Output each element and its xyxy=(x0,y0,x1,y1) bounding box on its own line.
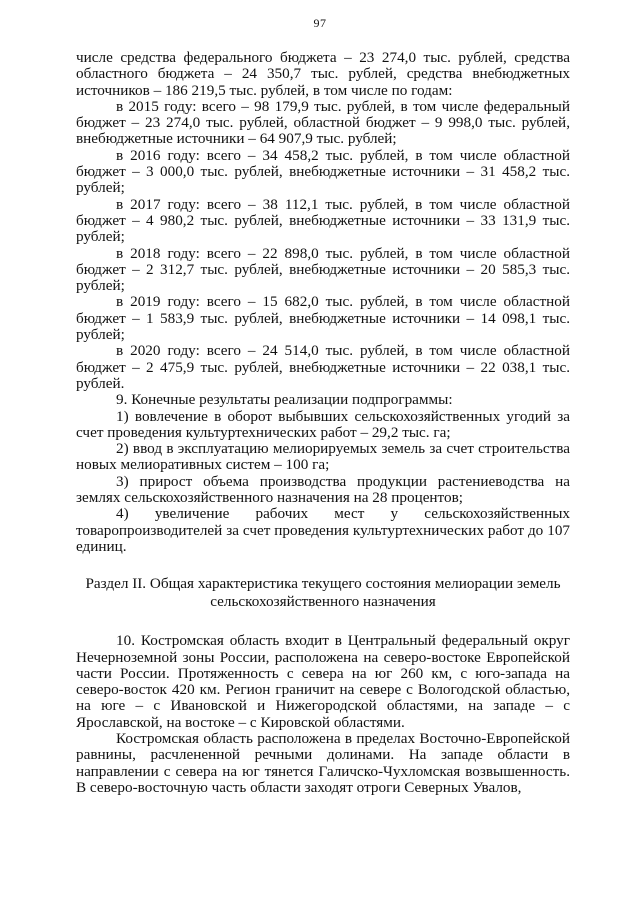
paragraph-2017: в 2017 году: всего – 38 112,1 тыс. рублей, в том числе областной бюджет – 4 980,2 тыс. рублей, внебюджетные источники – 33 131,9 тыс. рублей; xyxy=(76,195,570,246)
document-body xyxy=(76,50,570,796)
paragraph: 10. Костромская область входит в Центральный федеральный округ Нечерноземной зоны России, расположена на северо-востоке Европейской части России. Протяженность с севера на юг 260 км, с юго-запада на северо-восток 420 км. Регион граничит на севере с Вологодской областью, на юге – с Ивановской и Нижегородской областями, на западе – с Ярославской, на востоке – с Кировской областями. xyxy=(76,632,570,731)
paragraph-2018: в 2018 году: всего – 22 898,0 тыс. рублей, в том числе областной бюджет – 2 312,7 тыс. рублей, внебюджетные источники – 20 585,3 тыс. рублей; xyxy=(76,244,570,295)
page-number: 97 xyxy=(313,16,327,30)
paragraph-results-intro: 9. Конечные результаты реализации подпрограммы: xyxy=(116,391,453,409)
paragraph-2019: в 2019 году: всего – 15 682,0 тыс. рублей, в том числе областной бюджет – 1 583,9 тыс. рублей, внебюджетные источники – 14 098,1 тыс. рублей; xyxy=(76,293,570,344)
list-item: 4) увеличение рабочих мест у сельскохозяйственных товаропроизводителей за счет проведения культуртехнических работ до 107 единиц. xyxy=(76,505,570,555)
list-item: 2) ввод в эксплуатацию мелиорируемых земель за счет строительства новых мелиоративных систем – 100 га; xyxy=(76,440,570,474)
paragraph-2020: в 2020 году: всего – 24 514,0 тыс. рублей, в том числе областной бюджет – 2 475,9 тыс. рублей, внебюджетные источники – 22 038,1 тыс. рублей. xyxy=(76,342,570,392)
paragraph: Костромская область расположена в пределах Восточно-Европейской равнины, расчлененной речными долинами. На западе области в направлении с севера на юг тянется Галичско-Чухломская возвышенность. В северо-восточную часть области заходят отроги Северных Увалов, xyxy=(76,729,570,796)
list-item: 3) прирост объема производства продукции растениеводства на землях сельскохозяйственного назначения на 28 процентов; xyxy=(76,472,570,507)
paragraph-2016: в 2016 году: всего – 34 458,2 тыс. рублей, в том числе областной бюджет – 3 000,0 тыс. рублей, внебюджетные источники – 31 458,2 тыс. рублей; xyxy=(76,146,570,197)
paragraph-2015: в 2015 году: всего – 98 179,9 тыс. рублей, в том числе федеральный бюджет – 23 274,0 тыс. рублей, областной бюджет – 9 998,0 тыс. рублей, внебюджетные источники – 64 907,9 тыс. рублей; xyxy=(76,97,570,148)
list-item: 1) вовлечение в оборот выбывших сельскохозяйственных угодий за счет проведения культуртехнических работ – 29,2 тыс. га; xyxy=(76,407,570,441)
section-heading: Раздел II. Общая характеристика текущего состояния мелиорации земель сельскохозяйственного назначения xyxy=(85,575,561,611)
paragraph: числе средства федерального бюджета – 23 274,0 тыс. рублей, средства областного бюджета – 24 350,7 тыс. рублей, средства внебюджетных источников – 186 219,5 тыс. рублей, в том числе по годам: xyxy=(76,49,570,99)
